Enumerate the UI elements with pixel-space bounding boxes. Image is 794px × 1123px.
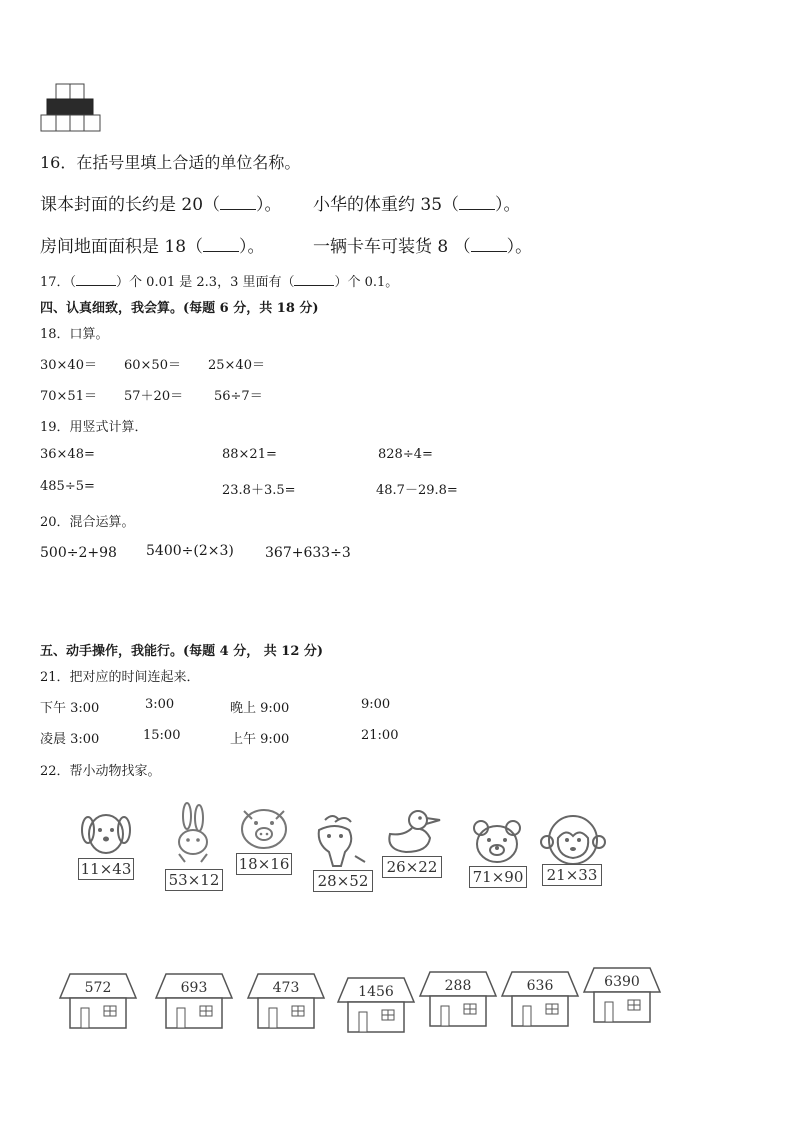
q16-row2-b-end: ）。 [506,237,533,257]
time-label: 凌晨 3:00 [40,732,100,747]
animal-bear[interactable] [467,818,529,890]
animal-duck[interactable] [382,806,444,882]
house[interactable] [500,968,580,1032]
q18-item: 30×40＝ [40,358,97,373]
animal-monkey[interactable] [538,812,608,888]
q20-item: 367+633÷3 [265,545,351,561]
pig-icon [234,803,294,853]
house-number: 6390 [604,974,640,990]
q18-item: 57＋20＝ [124,389,184,404]
answer-blank[interactable] [294,284,334,286]
section-5-heading: 五、动手操作，我能行。(每题 4 分， 共 12 分) [40,644,324,659]
cube-stack-figure [40,82,102,138]
animal-rabbit[interactable] [165,802,223,890]
time-label: 晚上 9:00 [230,701,290,716]
section-4-heading: 四、认真细致，我会算。(每题 6 分，共 18 分) [40,301,319,316]
answer-blank[interactable] [471,250,507,252]
q17-text-middle: ）个 0.01 是 2.3，3 里面有（ [116,275,295,290]
answer-blank[interactable] [76,284,116,286]
animal-expression: 21×33 [542,864,602,886]
q16-row2-a-end: ）。 [239,237,265,257]
q16-row2-b [313,232,532,257]
house-number: 288 [444,978,472,994]
house-number: 693 [180,980,208,996]
rabbit-icon [165,802,223,870]
time-label: 下午 3:00 [40,701,100,716]
q19-item: 88×21= [222,447,277,462]
q19-item: 485÷5= [40,479,95,494]
q18-item: 56÷7＝ [214,389,263,404]
animal-expression: 53×12 [165,869,223,891]
q16-row1-a [40,190,282,215]
house-number: 473 [272,980,300,996]
answer-blank[interactable] [459,208,495,210]
q16-row1-b-text: 小华的体重约 35（ [313,195,460,215]
q16-row1-b-end: ）。 [495,195,521,215]
q19-item: 828÷4= [378,447,433,462]
answer-blank[interactable] [220,208,256,210]
q18-item: 70×51＝ [40,389,97,404]
q20-item: 5400÷(2×3) [146,543,234,559]
time-label: 9:00 [361,697,391,712]
q16-row1-b [313,190,521,215]
animal-expression: 71×90 [469,866,527,888]
q17-text-start: 17．（ [40,275,77,290]
house-number: 1456 [358,984,394,1000]
q16-title: 16．在括号里填上合适的单位名称。 [40,153,301,172]
q22-title: 22．帮小动物找家。 [40,764,161,779]
animal-expression: 11×43 [78,858,134,880]
q16-row2-b-text: 一辆卡车可装货 8 （ [313,237,471,257]
animal-dog[interactable] [78,808,134,880]
time-label: 3:00 [145,697,175,712]
q16-row1-a-text: 课本封面的长约是 20（ [40,195,221,215]
q19-item: 36×48= [40,447,95,462]
animal-expression: 26×22 [382,856,442,878]
monkey-icon [538,812,608,866]
bear-icon [467,818,529,866]
q17-line [40,271,398,290]
q19-title: 19．用竖式计算． [40,420,148,435]
q20-title: 20．混合运算。 [40,515,135,530]
house[interactable] [58,970,138,1034]
goat-icon [305,812,371,872]
q18-item: 60×50＝ [124,358,181,373]
dog-icon [78,808,134,858]
house[interactable] [582,964,662,1028]
animal-expression: 18×16 [236,853,292,875]
q19-item: 48.7－29.8= [376,483,458,498]
q19-item: 23.8＋3.5= [222,483,296,498]
house-number: 572 [84,980,112,996]
animal-pig[interactable] [234,803,294,879]
q16-row2-a [40,232,265,257]
house[interactable] [154,970,234,1034]
answer-blank[interactable] [203,250,239,252]
q21-title: 21．把对应的时间连起来． [40,670,200,685]
time-label: 15:00 [143,728,181,743]
q20-item: 500÷2+98 [40,545,117,561]
q18-item: 25×40＝ [208,358,265,373]
house[interactable] [246,970,326,1034]
q18-title: 18．口算。 [40,327,109,342]
house[interactable] [336,974,416,1038]
house-number: 636 [526,978,554,994]
time-label: 21:00 [361,728,399,743]
q16-row1-a-end: ）。 [256,195,282,215]
q16-row2-a-text: 房间地面面积是 18（ [40,237,204,257]
house[interactable] [418,968,498,1032]
animal-goat[interactable] [305,812,371,896]
q17-text-end: ）个 0.1。 [334,275,399,290]
duck-icon [382,806,444,858]
animal-expression: 28×52 [313,870,373,892]
time-label: 上午 9:00 [230,732,290,747]
